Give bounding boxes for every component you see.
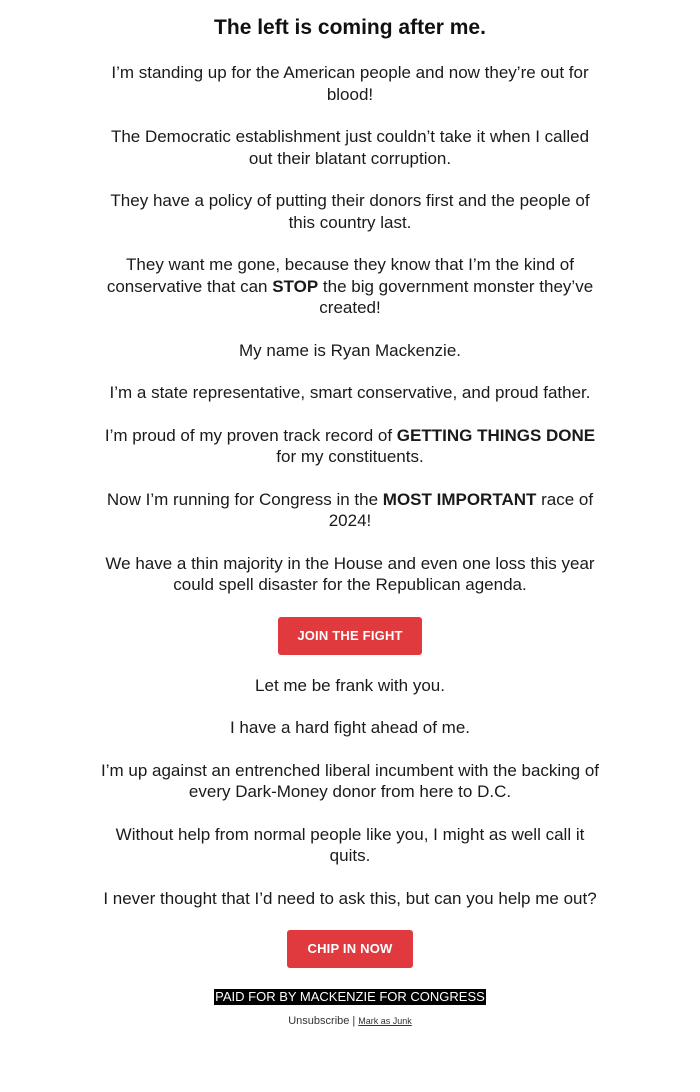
emphasis-stop: STOP (272, 276, 319, 296)
paragraph-donors-first: They have a policy of putting their donors first and the people of this country last. (110, 191, 590, 232)
paragraph-text: the big government monster they’ve created! (318, 276, 594, 317)
paragraph-text: I’m proud of my proven track record of (104, 425, 397, 445)
join-the-fight-button[interactable]: JOIN THE FIGHT (278, 617, 421, 655)
paragraph-entrenched-incumbent: I’m up against an entrenched liberal incumbent with the backing of every Dark-Money donor from here to D.C. (100, 760, 600, 801)
paragraph-want-me-gone (100, 254, 600, 319)
chip-in-now-button[interactable]: CHIP IN NOW (287, 930, 412, 968)
join-fight-container (100, 617, 600, 655)
disclaimer-container (100, 988, 600, 1006)
paragraph-be-frank: Let me be frank with you. (255, 675, 445, 695)
paragraph-ask-for-help: I never thought that I’d need to ask this, but can you help me out? (103, 888, 597, 908)
paragraph-my-name: My name is Ryan Mackenzie. (238, 340, 462, 360)
email-footer (100, 1014, 600, 1028)
paragraph-running-for-congress (100, 489, 600, 532)
footer-separator: | (352, 1015, 356, 1027)
emphasis-getting-things-done: GETTING THINGS DONE (396, 425, 596, 445)
email-headline: The left is coming after me. (214, 16, 486, 39)
email-body (100, 0, 600, 1028)
paragraph-establishment: The Democratic establishment just couldn’t take it when I called out their blatant corruption. (110, 127, 590, 168)
paragraph-text: for my constituents. (276, 447, 424, 466)
paragraph-thin-majority: We have a thin majority in the House and even one loss this year could spell disaster for the Republican agenda. (105, 553, 595, 594)
mark-as-junk-link[interactable]: Mark as Junk (358, 1016, 412, 1026)
paid-for-by-disclaimer: PAID FOR BY MACKENZIE FOR CONGRESS (215, 989, 485, 1004)
paragraph-hard-fight: I have a hard fight ahead of me. (229, 718, 471, 737)
unsubscribe-link[interactable]: Unsubscribe (288, 1015, 350, 1027)
chip-in-container (100, 930, 600, 968)
emphasis-most-important: MOST IMPORTANT (382, 489, 537, 509)
paragraph-text: Now I’m running for Congress in the (106, 489, 383, 509)
paragraph-without-help: Without help from normal people like you, I might as well call it quits. (115, 824, 585, 865)
paragraph-state-representative: I’m a state representative, smart conservative, and proud father. (109, 383, 591, 402)
paragraph-text: race of 2024! (328, 489, 594, 530)
paragraph-text: They want me gone, because they know that I’m the kind of conservative that can (106, 255, 574, 296)
paragraph-standing-up: I’m standing up for the American people and now they’re out for blood! (111, 63, 589, 104)
paragraph-track-record (100, 425, 600, 468)
